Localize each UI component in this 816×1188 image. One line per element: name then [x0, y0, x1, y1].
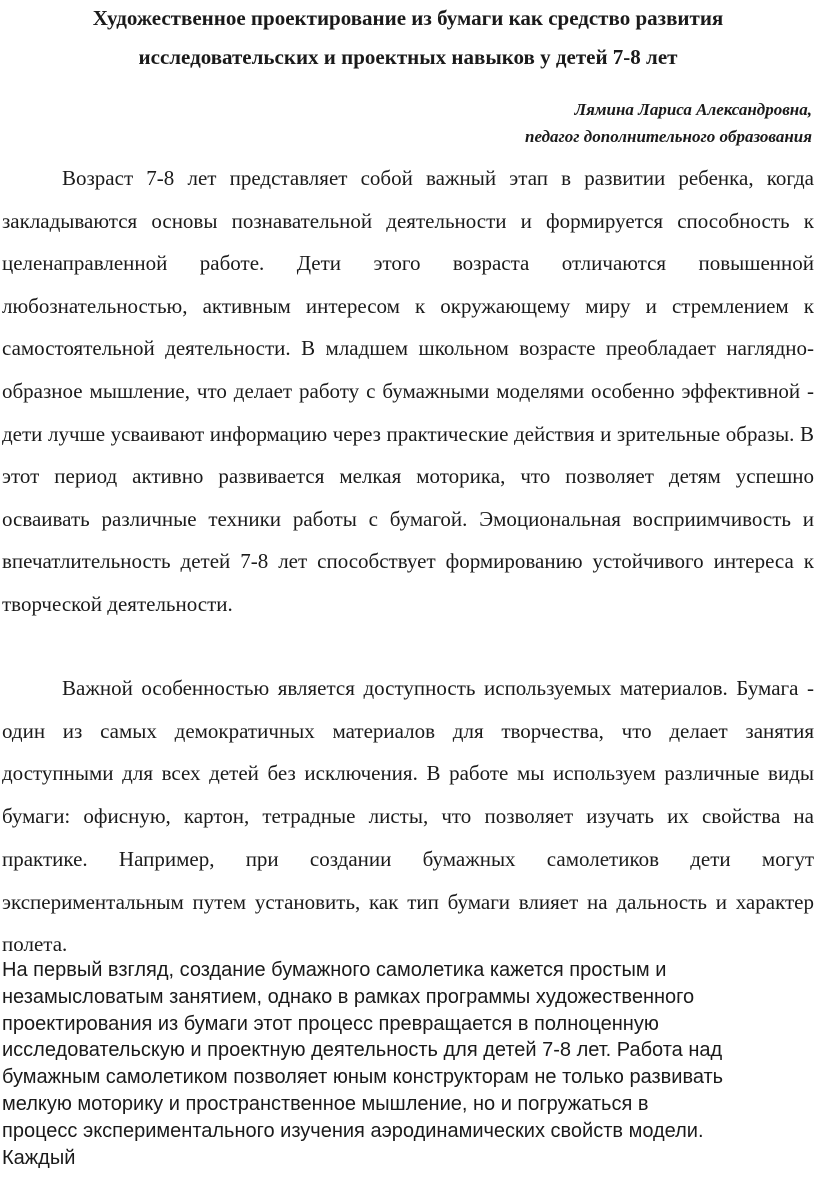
paragraph-line: Каждый — [2, 1146, 76, 1169]
paragraph-line: процесс экспериментального изучения аэродинамических свойств модели. — [2, 1119, 704, 1142]
document-title-line-2: исследовательских и проектных навыков у детей 7-8 лет — [138, 45, 678, 69]
paragraph-line: На первый взгляд, создание бумажного самолетика кажется простым и — [2, 959, 667, 981]
paragraph-line: бумажным самолетиком позволяет юным конструкторам не только развивать — [2, 1066, 724, 1089]
author-name: Лямина Лариса Александровна, — [574, 100, 812, 119]
document-title-line-1: Художественное проектирование из бумаги как средство развития — [92, 6, 724, 30]
paragraph-paper-airplane — [2, 957, 814, 1171]
paragraph-line: незамысловатым занятием, однако в рамках программы художественного — [2, 985, 695, 1008]
paragraph-materials: Важной особенностью является доступность используемых материалов. Бумага - один из самых демократичных материалов для творчества, что делает занятия доступными для всех детей без исключения. В работе мы используем различные виды бумаги: офисную, картон, тетрадные листы, что позволяет изучать их свойства на практике. Например, при создании бумажных самолетиков дети могут экспериментальным путем установить, как тип бумаги влияет на дальность и характер полета. — [2, 676, 814, 957]
paragraph-age-characteristics: Возраст 7-8 лет представляет собой важный этап в развитии ребенка, когда закладываются основы познавательной деятельности и формируется способность к целенаправленной работе. Дети этого возраста отличаются повышенной любознательностью, активным интересом к окружающему миру и стремлением к самостоятельной деятельности. В младшем школьном возрасте преобладает наглядно-образное мышление, что делает работу с бумажными моделями особенно эффективной - дети лучше усваивают информацию через практические действия и зрительные образы. В этот период активно развивается мелкая моторика, что позволяет детям успешно осваивать различные техники работы с бумагой. Эмоциональная восприимчивость и впечатлительность детей 7-8 лет способствует формированию устойчивого интереса к творческой деятельности. — [2, 166, 814, 616]
paragraph-line: проектирования из бумаги этот процесс превращается в полноценную — [2, 1012, 659, 1035]
paragraph-line: исследовательскую и проектную деятельность для детей 7-8 лет. Работа над — [2, 1039, 723, 1062]
paragraph-line: мелкую моторику и пространственное мышление, но и погружаться в — [2, 1092, 649, 1115]
author-position: педагог дополнительного образования — [525, 127, 812, 146]
